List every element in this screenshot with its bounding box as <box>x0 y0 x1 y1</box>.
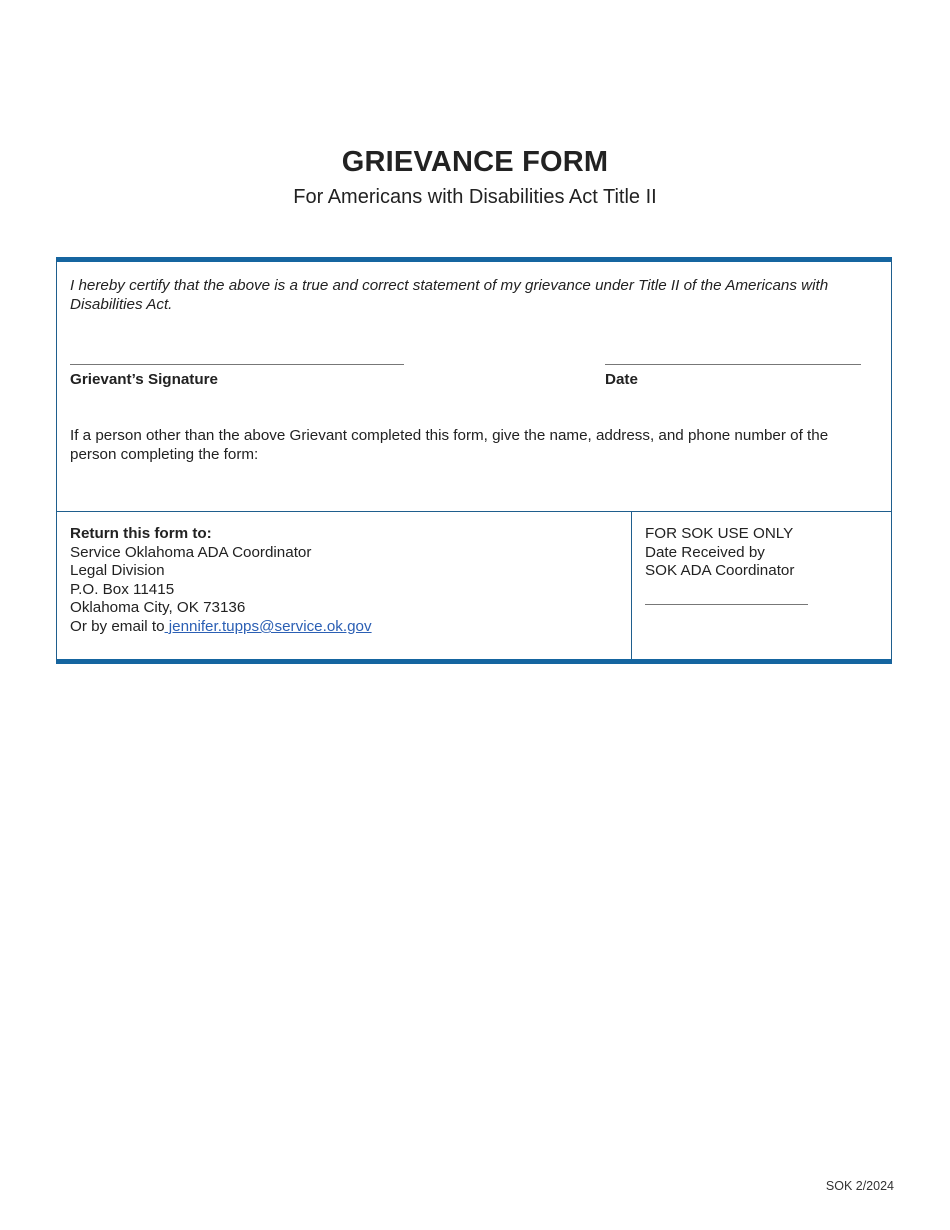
email-link[interactable]: jennifer.tupps@service.ok.gov <box>164 617 372 635</box>
sok-use-heading: FOR SOK USE ONLY <box>645 525 794 542</box>
email-prefix: Or by email to <box>70 617 165 635</box>
section-divider-vertical <box>631 512 632 659</box>
email-line <box>70 618 620 637</box>
sok-use-only-block <box>645 525 885 581</box>
grievance-form-box <box>56 257 892 664</box>
form-title: GRIEVANCE FORM <box>341 146 609 178</box>
return-heading: Return this form to: <box>70 525 212 542</box>
return-line-po-box: P.O. Box 11415 <box>70 580 175 598</box>
other-person-instructions: If a person other than the above Grievant completed this form, give the name, address, and phone number of the person completing the form: <box>70 427 829 463</box>
return-line-coordinator: Service Oklahoma ADA Coordinator <box>70 543 312 561</box>
return-address-block <box>70 525 620 637</box>
sok-coordinator-label: SOK ADA Coordinator <box>645 562 795 580</box>
return-line-division: Legal Division <box>70 562 165 580</box>
form-subtitle: For Americans with Disabilities Act Title II <box>293 186 657 208</box>
certification-statement: I hereby certify that the above is a true and correct statement of my grievance under Title II of the Americans with Disabilities Act. <box>70 277 829 313</box>
date-label: Date <box>605 371 638 388</box>
footer-code: SOK 2/2024 <box>825 1179 894 1193</box>
signature-line[interactable] <box>70 364 404 365</box>
section-divider-horizontal <box>57 511 891 512</box>
signature-label: Grievant’s Signature <box>70 371 218 388</box>
date-line[interactable] <box>605 364 861 365</box>
return-line-city: Oklahoma City, OK 73136 <box>70 599 246 617</box>
sok-date-received-line[interactable] <box>645 604 808 605</box>
sok-date-received-label: Date Received by <box>645 543 765 561</box>
